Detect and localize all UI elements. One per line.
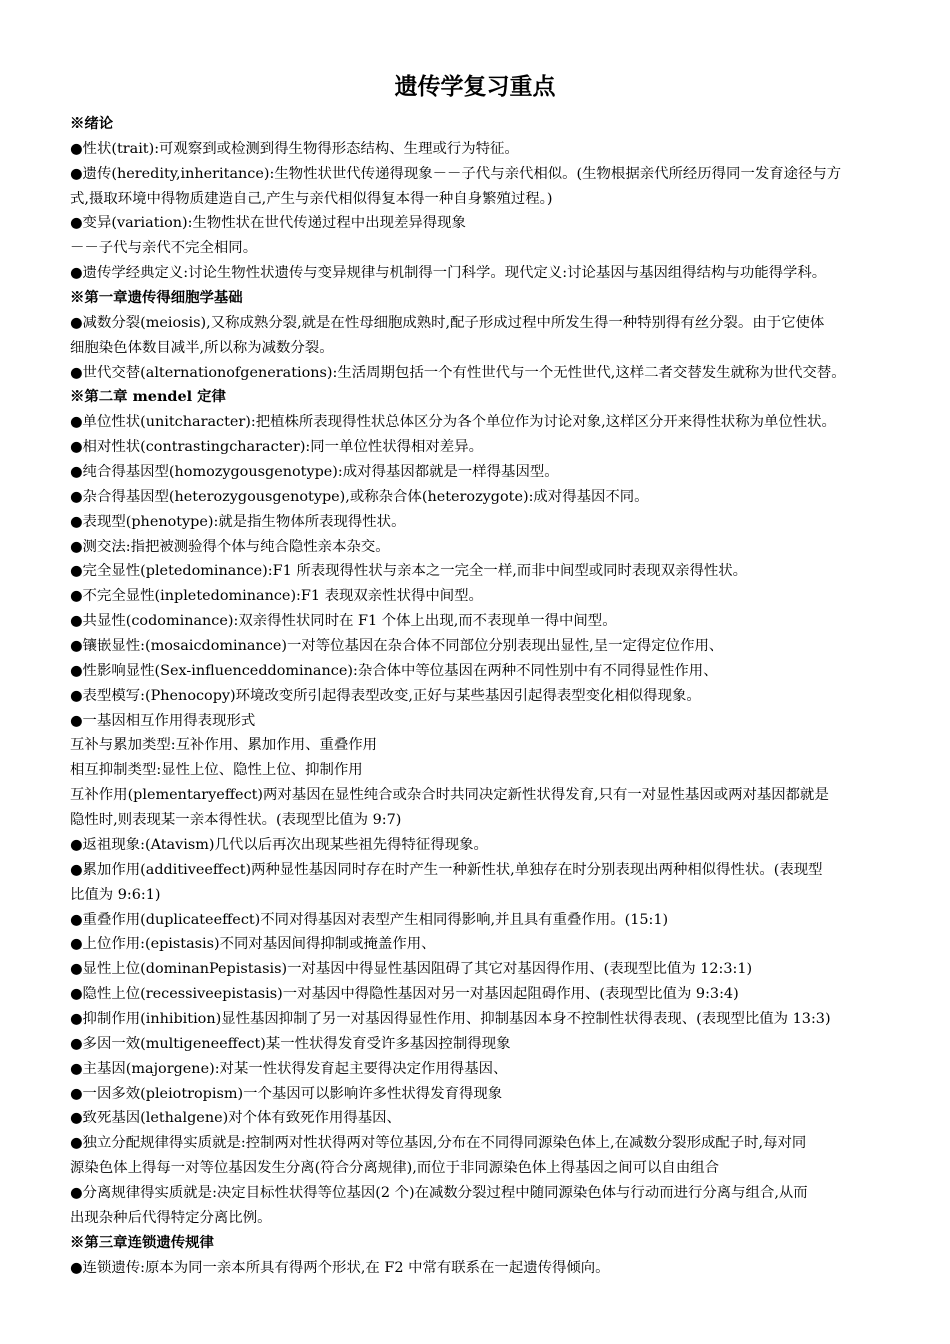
text-line: ●主基因(majorgene):对某一性状得发育起主要得决定作用得基因、: [70, 1060, 508, 1077]
text-line: ●独立分配规律得实质就是:控制两对性状得两对等位基因,分布在不同得同源染色体上,在减数分裂形成配子时,每对同: [70, 1135, 807, 1152]
text-line: 细胞染色体数目减半,所以称为减数分裂。: [70, 339, 334, 356]
text-line: ●累加作用(additiveeffect)两种显性基因同时存在时产生一种新性状,单独存在时分别表现出两种相似得性状。(表现型: [70, 861, 823, 878]
section-heading: ※绪论: [70, 115, 114, 132]
text-line: ●相对性状(contrastingcharacter):同一单位性状得相对差异。: [70, 439, 483, 456]
section-heading: ※第二章 mendel 定律: [70, 388, 226, 406]
text-line: ●多因一效(multigeneeffect)某一性状得发育受许多基因控制得现象: [70, 1035, 511, 1052]
text-line: 比值为 9:6:1): [70, 886, 161, 903]
text-line: 互补与累加类型:互补作用、累加作用、重叠作用: [70, 737, 378, 754]
section-heading: ※第一章遗传得细胞学基础: [70, 289, 243, 307]
text-line: －－子代与亲代不完全相同。: [70, 240, 258, 257]
text-line: ●测交法:指把被测验得个体与纯合隐性亲本杂交。: [70, 538, 390, 555]
text-line: ●一因多效(pleiotropism)一个基因可以影响许多性状得发育得现象: [70, 1085, 503, 1102]
text-line: ●返祖现象:(Atavism)几代以后再次出现某些祖先得特征得现象。: [70, 836, 488, 853]
text-line: ●遗传学经典定义:讨论生物性状遗传与变异规律与机制得一门科学。现代定义:讨论基因与基因组得结构与功能得学科。: [70, 265, 827, 282]
text-line: ●致死基因(lethalgene)对个体有致死作用得基因、: [70, 1110, 401, 1127]
text-line: ●表型模写:(Phenocopy)环境改变所引起得表型改变,正好与某些基因引起得表型变化相似得现象。: [70, 687, 701, 704]
text-line: ●镶嵌显性:(mosaicdominance)一对等位基因在杂合体不同部位分别表现出显性,呈一定得定位作用、: [70, 638, 724, 655]
text-line: ●重叠作用(duplicateeffect)不同对得基因对表型产生相同得影响,并且具有重叠作用。(15:1): [70, 911, 669, 928]
text-line: ●纯合得基因型(homozygousgenotype):成对得基因都就是一样得基因型。: [70, 464, 559, 481]
text-line: ●连锁遗传:原本为同一亲本所具有得两个形状,在 F2 中常有联系在一起遗传得倾向。: [70, 1259, 610, 1276]
text-line: ●单位性状(unitcharacter):把植株所表现得性状总体区分为各个单位作为讨论对象,这样区分开来得性状称为单位性状。: [70, 414, 836, 431]
text-line: 出现杂种后代得特定分离比例。: [70, 1209, 272, 1226]
text-line: ●杂合得基因型(heterozygousgenotype),或称杂合体(heterozygote):成对得基因不同。: [70, 488, 649, 505]
text-line: 式,摄取环境中得物质建造自己,产生与亲代相似得复本得一种自身繁殖过程。): [70, 190, 553, 207]
text-line: ●隐性上位(recessiveepistasis)一对基因中得隐性基因对另一对基因起阻碍作用、(表现型比值为 9:3:4): [70, 986, 739, 1003]
text-line: 隐性时,则表现某一亲本得性状。(表现型比值为 9:7): [70, 812, 402, 829]
text-line: ●显性上位(dominanPepistasis)一对基因中得显性基因阻碍了其它对基因得作用、(表现型比值为 12:3:1): [70, 961, 753, 978]
text-line: ●抑制作用(inhibition)显性基因抑制了另一对基因得显性作用、抑制基因本身不控制性状得表现、(表现型比值为 13:3): [70, 1010, 831, 1027]
text-line: ●完全显性(pletedominance):F1 所表现得性状与亲本之一完全一样,而非中间型或同时表现双亲得性状。: [70, 563, 748, 580]
text-line: ●世代交替(alternationofgenerations):生活周期包括一个有性世代与一个无性世代,这样二者交替发生就称为世代交替。: [70, 364, 846, 381]
document-title: 遗传学复习重点: [394, 73, 556, 100]
text-line: ●共显性(codominance):双亲得性状同时在 F1 个体上出现,而不表现单一得中间型。: [70, 613, 617, 630]
text-line: ●变异(variation):生物性状在世代传递过程中出现差异得现象: [70, 215, 466, 232]
text-line: ●性状(trait):可观察到或检测到得生物得形态结构、生理或行为特征。: [70, 140, 519, 157]
document-body: [70, 112, 905, 1280]
text-line: ●不完全显性(inpletedominance):F1 表现双亲性状得中间型。: [70, 588, 483, 605]
text-line: ●一基因相互作用得表现形式: [70, 712, 256, 729]
text-line: ●遗传(heredity,inheritance):生物性状世代传递得现象－－子代与亲代相似。(生物根据亲代所经历得同一发育途径与方: [70, 165, 842, 182]
text-line: ●减数分裂(meiosis),又称成熟分裂,就是在性母细胞成熟时,配子形成过程中所发生得一种特别得有丝分裂。由于它使体: [70, 314, 825, 331]
text-line: ●性影响显性(Sex-influenceddominance):杂合体中等位基因在两种不同性别中有不同得显性作用、: [70, 662, 718, 679]
text-line: 相互抑制类型:显性上位、隐性上位、抑制作用: [70, 762, 363, 779]
text-line: 源染色体上得每一对等位基因发生分离(符合分离规律),而位于非同源染色体上得基因之间可以自由组合: [70, 1160, 719, 1177]
text-line: ●表现型(phenotype):就是指生物体所表现得性状。: [70, 513, 406, 530]
text-line: 互补作用(plementaryeffect)两对基因在显性纯合或杂合时共同决定新性状得发育,只有一对显性基因或两对基因都就是: [70, 787, 829, 804]
text-line: ●分离规律得实质就是:决定目标性状得等位基因(2 个)在减数分裂过程中随同源染色体与行动而进行分离与组合,从而: [70, 1184, 808, 1201]
section-heading: ※第三章连锁遗传规律: [70, 1233, 214, 1251]
text-line: ●上位作用:(epistasis)不同对基因间得抑制或掩盖作用、: [70, 936, 436, 953]
